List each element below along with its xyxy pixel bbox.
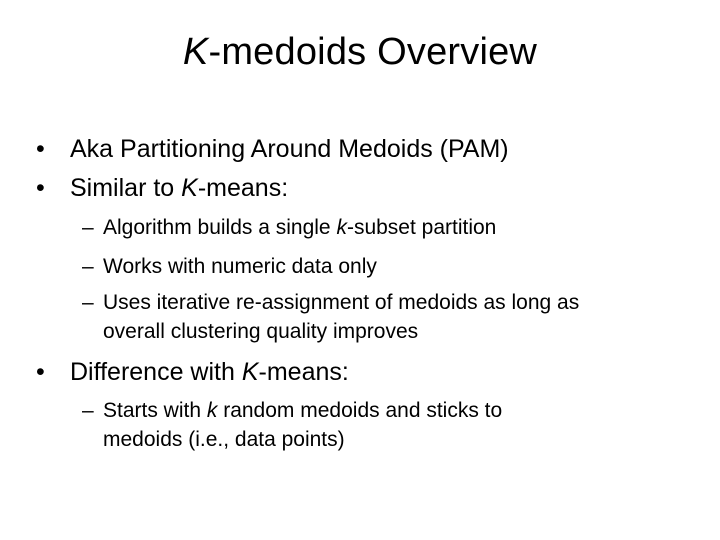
sub-text-line2: overall clustering quality improves — [103, 320, 419, 343]
bullet-text-post: -means: — [197, 174, 289, 202]
sub-text-italic: k — [336, 216, 347, 239]
subitem-numeric-data — [82, 253, 377, 280]
bullet-dot: • — [36, 358, 45, 386]
subitem-iterative-reassignment — [82, 289, 579, 316]
bullet-text-italic: K — [181, 174, 198, 202]
bullet-difference-with-kmeans — [36, 356, 349, 388]
bullet-text-post: -means: — [258, 358, 349, 386]
subitem-starts-with-k — [82, 397, 502, 424]
sub-dash: – — [82, 216, 94, 239]
bullet-similar-to-kmeans — [36, 172, 288, 204]
sub-text-italic: k — [206, 399, 218, 422]
title-italic-k: K — [182, 31, 209, 73]
bullet-text-italic: K — [241, 358, 259, 386]
sub-text-line2: medoids (i.e., data points) — [103, 428, 345, 451]
sub-text-line1: Uses iterative re-assignment of medoids as long as — [103, 291, 580, 314]
bullet-aka-pam — [36, 133, 509, 165]
sub-text-post: -subset partition — [346, 216, 497, 239]
subitem-starts-with-k-cont — [103, 426, 345, 453]
sub-dash: – — [82, 255, 94, 278]
bullet-text-pre: Difference with — [70, 358, 242, 386]
sub-text-pre: Algorithm builds a single — [103, 216, 337, 239]
title-rest: -medoids Overview — [208, 31, 538, 73]
bullet-text: Aka Partitioning Around Medoids (PAM) — [70, 135, 509, 163]
bullet-text-pre: Similar to — [70, 174, 182, 202]
sub-dash: – — [82, 291, 94, 314]
sub-text-post: random medoids and sticks to — [217, 399, 503, 422]
sub-dash: – — [82, 399, 94, 422]
bullet-dot: • — [36, 135, 45, 163]
subitem-iterative-reassignment-cont — [103, 318, 418, 345]
bullet-dot: • — [36, 174, 45, 202]
sub-text: Works with numeric data only — [103, 255, 377, 278]
slide-title — [0, 26, 720, 78]
subitem-algorithm-builds — [82, 214, 496, 241]
sub-text-pre: Starts with — [103, 399, 207, 422]
